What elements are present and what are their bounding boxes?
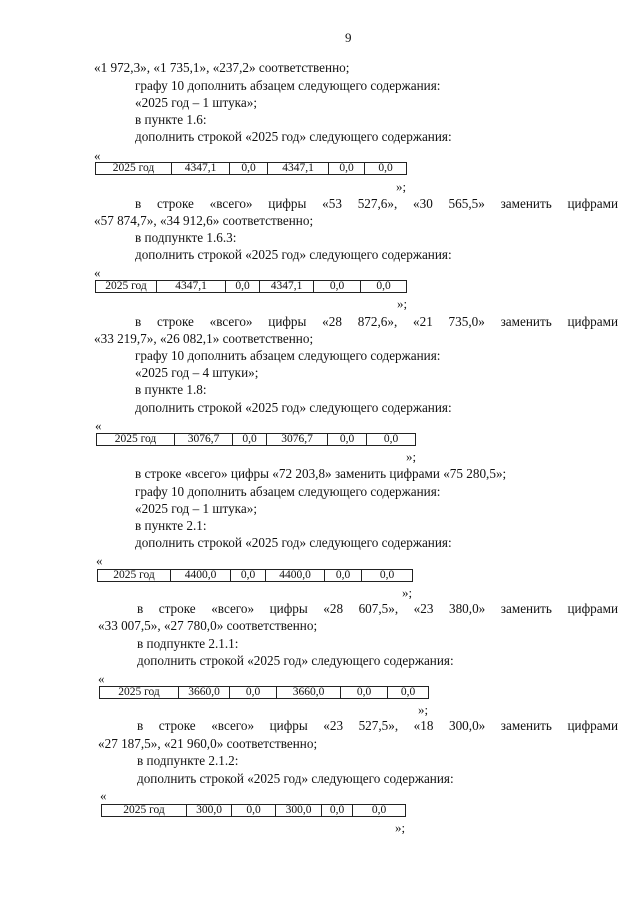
text-line: дополнить строкой «2025 год» следующего содержания:	[137, 771, 454, 786]
quote-close: »;	[396, 179, 407, 194]
text-line: дополнить строкой «2025 год» следующего содержания:	[135, 247, 452, 262]
table-cell: 0,0	[341, 687, 388, 699]
text-line: в подпункте 1.6.3:	[135, 230, 237, 245]
table-cell: 0,0	[328, 434, 367, 446]
quote-close: »;	[395, 820, 406, 835]
table-cell: 0,0	[362, 570, 413, 582]
text-line: дополнить строкой «2025 год» следующего содержания:	[135, 535, 452, 550]
table-cell-year: 2025 год	[98, 570, 171, 582]
text-line: в подпункте 2.1.2:	[137, 753, 239, 768]
text-line: дополнить строкой «2025 год» следующего содержания:	[135, 400, 452, 415]
table-cell: 4400,0	[171, 570, 231, 582]
quote-close: »;	[418, 702, 429, 717]
text-line: дополнить строкой «2025 год» следующего содержания:	[137, 653, 454, 668]
table-cell: 0,0	[365, 163, 407, 175]
table-cell: 0,0	[226, 281, 260, 293]
table-cell: 300,0	[276, 805, 322, 817]
table-cell: 3660,0	[179, 687, 230, 699]
text-line: «2025 год – 1 штука»;	[135, 501, 258, 516]
text-line: в пункте 1.6:	[135, 112, 207, 127]
table-cell: 0,0	[314, 281, 361, 293]
quote-close: »;	[406, 449, 417, 464]
budget-row-table	[99, 686, 429, 699]
text-line: в строке «всего» цифры «28 607,5», «23 380,0» заменить цифрами	[137, 601, 618, 616]
table-cell: 0,0	[230, 687, 277, 699]
text-line: «33 219,7», «26 082,1» соответственно;	[94, 331, 314, 346]
table-cell: 4347,1	[268, 163, 329, 175]
table-cell: 300,0	[187, 805, 232, 817]
table-cell-year: 2025 год	[97, 434, 175, 446]
quote-open: «	[94, 148, 101, 163]
table-cell: 4347,1	[157, 281, 226, 293]
budget-row-table	[101, 804, 406, 817]
quote-open: «	[100, 788, 107, 803]
text-line: «1 972,3», «1 735,1», «237,2» соответственно;	[94, 60, 350, 75]
text-line: в пункте 1.8:	[135, 382, 207, 397]
table-cell: 0,0	[388, 687, 429, 699]
text-line: «33 007,5», «27 780,0» соответственно;	[98, 618, 318, 633]
table-cell: 4400,0	[266, 570, 325, 582]
budget-row-table	[96, 433, 416, 446]
table-cell: 0,0	[353, 805, 406, 817]
page-number: 9	[345, 30, 352, 45]
table-cell-year: 2025 год	[96, 163, 172, 175]
text-line: в строке «всего» цифры «28 872,6», «21 735,0» заменить цифрами	[135, 314, 618, 329]
table-cell: 0,0	[329, 163, 365, 175]
text-line: графу 10 дополнить абзацем следующего содержания:	[135, 78, 441, 93]
text-line: дополнить строкой «2025 год» следующего содержания:	[135, 129, 452, 144]
text-line: «2025 год – 4 штуки»;	[135, 365, 259, 380]
table-cell: 4347,1	[260, 281, 314, 293]
text-line: в пункте 2.1:	[135, 518, 207, 533]
table-cell: 4347,1	[172, 163, 230, 175]
text-line: графу 10 дополнить абзацем следующего содержания:	[135, 484, 441, 499]
quote-open: «	[96, 553, 103, 568]
quote-open: «	[98, 671, 105, 686]
text-line: «57 874,7», «34 912,6» соответственно;	[94, 213, 314, 228]
table-cell: 0,0	[325, 570, 362, 582]
text-line: в строке «всего» цифры «72 203,8» заменить цифрами «75 280,5»;	[135, 466, 507, 481]
table-cell: 3076,7	[175, 434, 233, 446]
table-cell: 0,0	[232, 805, 276, 817]
table-cell: 0,0	[233, 434, 267, 446]
table-cell: 0,0	[230, 163, 268, 175]
text-line: «27 187,5», «21 960,0» соответственно;	[98, 736, 318, 751]
table-cell: 0,0	[231, 570, 266, 582]
quote-close: »;	[397, 296, 408, 311]
table-cell-year: 2025 год	[100, 687, 179, 699]
budget-row-table	[95, 162, 407, 175]
table-cell: 0,0	[361, 281, 407, 293]
text-line: в подпункте 2.1.1:	[137, 636, 239, 651]
quote-close: »;	[402, 585, 413, 600]
budget-row-table	[95, 280, 407, 293]
quote-open: «	[95, 418, 102, 433]
text-line: графу 10 дополнить абзацем следующего содержания:	[135, 348, 441, 363]
table-cell-year: 2025 год	[96, 281, 157, 293]
text-line: в строке «всего» цифры «23 527,5», «18 300,0» заменить цифрами	[137, 718, 618, 733]
budget-row-table	[97, 569, 413, 582]
quote-open: «	[94, 265, 101, 280]
text-line: в строке «всего» цифры «53 527,6», «30 565,5» заменить цифрами	[135, 196, 618, 211]
table-cell: 3660,0	[277, 687, 341, 699]
text-line: «2025 год – 1 штука»;	[135, 95, 258, 110]
table-cell: 0,0	[322, 805, 353, 817]
table-cell: 0,0	[367, 434, 416, 446]
table-cell: 3076,7	[267, 434, 328, 446]
table-cell-year: 2025 год	[102, 805, 187, 817]
